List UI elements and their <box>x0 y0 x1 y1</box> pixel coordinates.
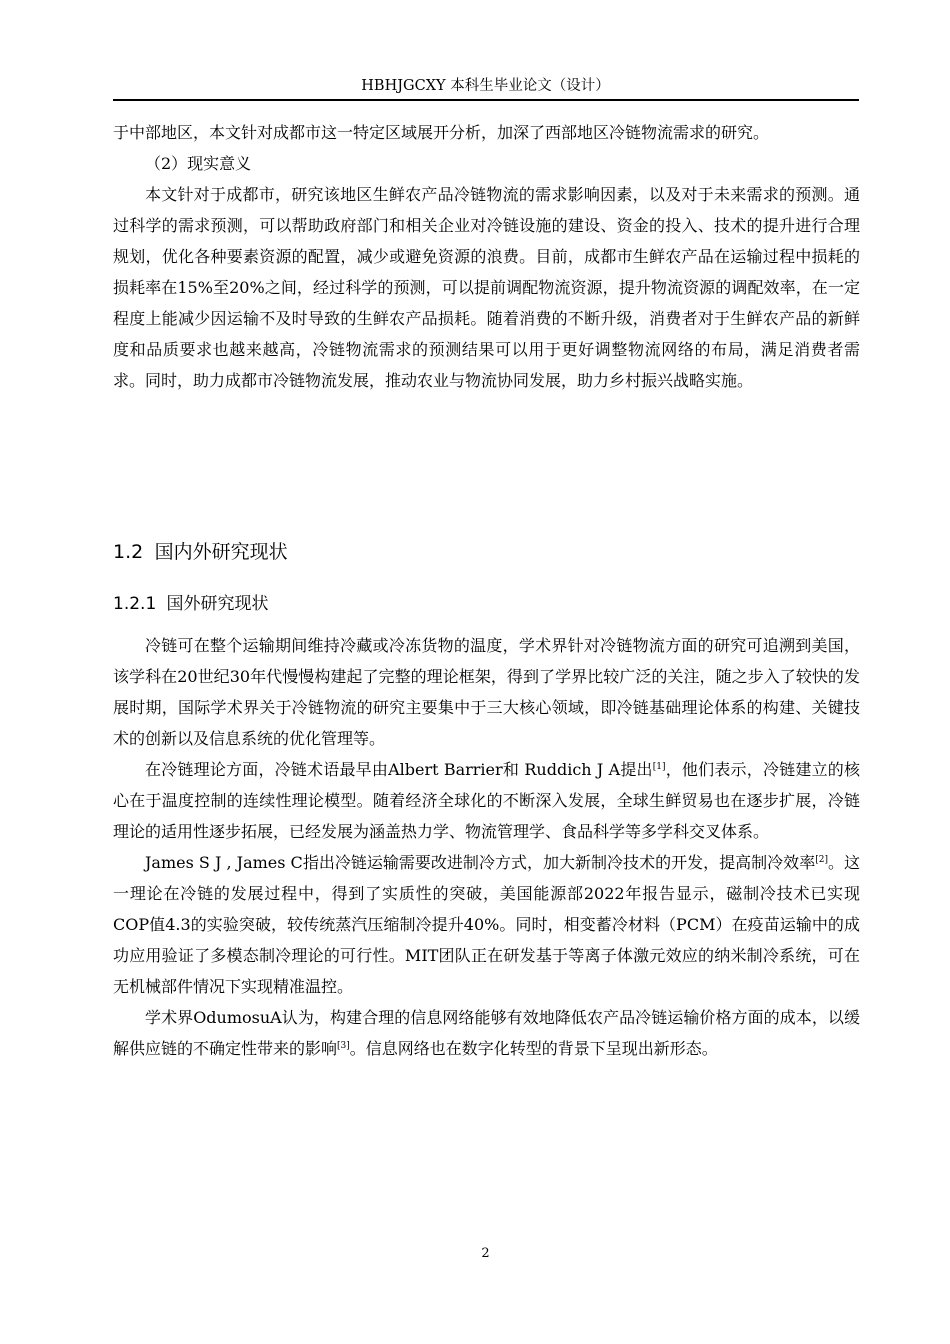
citation-1: [1] <box>652 762 666 772</box>
section-number: 1.2 <box>113 541 144 563</box>
citation-3: [3] <box>337 1041 350 1051</box>
section-heading-1-2 <box>113 538 288 566</box>
page-number: 2 <box>481 1246 490 1261</box>
paragraph-text: ，他们表示，冷链建立的核心在于温度控制的连续性理论模型。随着经济全球化的不断深入发展，全球生鲜贸易也在逐步扩展，冷链理论的适用性逐步拓展，已经发展为涵盖热力学、物流管理学、食品科学等多学科交叉体系。 <box>113 760 860 841</box>
paragraph-text: James S J , James C指出冷链运输需要改进制冷方式，加大新制冷技术的开发，提高制冷效率 <box>145 853 816 872</box>
paragraph-continued: 于中部地区，本文针对成都市这一特定区域展开分析，加深了西部地区冷链物流需求的研究。 <box>113 123 770 142</box>
citation-2: [2] <box>815 855 828 865</box>
paragraph-refrigeration-tech <box>113 847 860 1002</box>
paragraph-text: 在冷链理论方面，冷链术语最早由Albert Barrier和 Ruddich J A提出 <box>145 760 653 779</box>
subsection-title: 国外研究现状 <box>166 594 269 614</box>
subsection-number: 1.2.1 <box>113 594 157 614</box>
header-rule <box>113 99 859 101</box>
page-header: HBHJGCXY 本科生毕业论文（设计） <box>361 78 610 94</box>
section-foreign-research <box>113 630 860 1064</box>
paragraph-text: 。信息网络也在数字化转型的背景下呈现出新形态。 <box>349 1039 718 1058</box>
paragraph-cold-chain-overview: 冷链可在整个运输期间维持冷藏或冷冻货物的温度，学术界针对冷链物流方面的研究可追溯到美国，该学科在20世纪30年代慢慢构建起了完整的理论框架，得到了学界比较广泛的关注，随之步入了较快的发展时期，国际学术界关于冷链物流的研究主要集中于三大核心领域，即冷链基础理论体系的构建、关键技术的创新以及信息系统的优化管理等。 <box>113 636 860 748</box>
subsection-heading-1-2-1 <box>113 591 268 617</box>
subheading-practical-significance: （2）现实意义 <box>145 154 252 173</box>
paragraph-text: 学术界OdumosuA认为，构建合理的信息网络能够有效地降低农产品冷链运输价格方面的成本，以缓解供应链的不确定性带来的影响 <box>113 1008 860 1058</box>
paragraph-cold-chain-theory <box>113 754 860 847</box>
section-title: 国内外研究现状 <box>154 541 288 563</box>
section-significance <box>113 117 860 396</box>
paragraph-text: 。这一理论在冷链的发展过程中，得到了实质性的突破，美国能源部2022年报告显示，磁制冷技术已实现COP值4.3的实验突破，较传统蒸汽压缩制冷提升40%。同时，相变蓄冷材料（PCM）在疫苗运输中的成功应用验证了多模态制冷理论的可行性。MIT团队正在研发基于等离子体激元效应的纳米制冷系统，可在无机械部件情况下实现精准温控。 <box>113 853 860 996</box>
paragraph-information-network <box>113 1002 860 1064</box>
paragraph-practical-significance: 本文针对于成都市，研究该地区生鲜农产品冷链物流的需求影响因素，以及对于未来需求的预测。通过科学的需求预测，可以帮助政府部门和相关企业对冷链设施的建设、资金的投入、技术的提升进行合理规划，优化各种要素资源的配置，减少或避免资源的浪费。目前，成都市生鲜农产品在运输过程中损耗的损耗率在15%至20%之间，经过科学的预测，可以提前调配物流资源，提升物流资源的调配效率，在一定程度上能减少因运输不及时导致的生鲜农产品损耗。随着消费的不断升级，消费者对于生鲜农产品的新鲜度和品质要求也越来越高，冷链物流需求的预测结果可以用于更好调整物流网络的布局，满足消费者需求。同时，助力成都市冷链物流发展，推动农业与物流协同发展，助力乡村振兴战略实施。 <box>113 185 860 390</box>
